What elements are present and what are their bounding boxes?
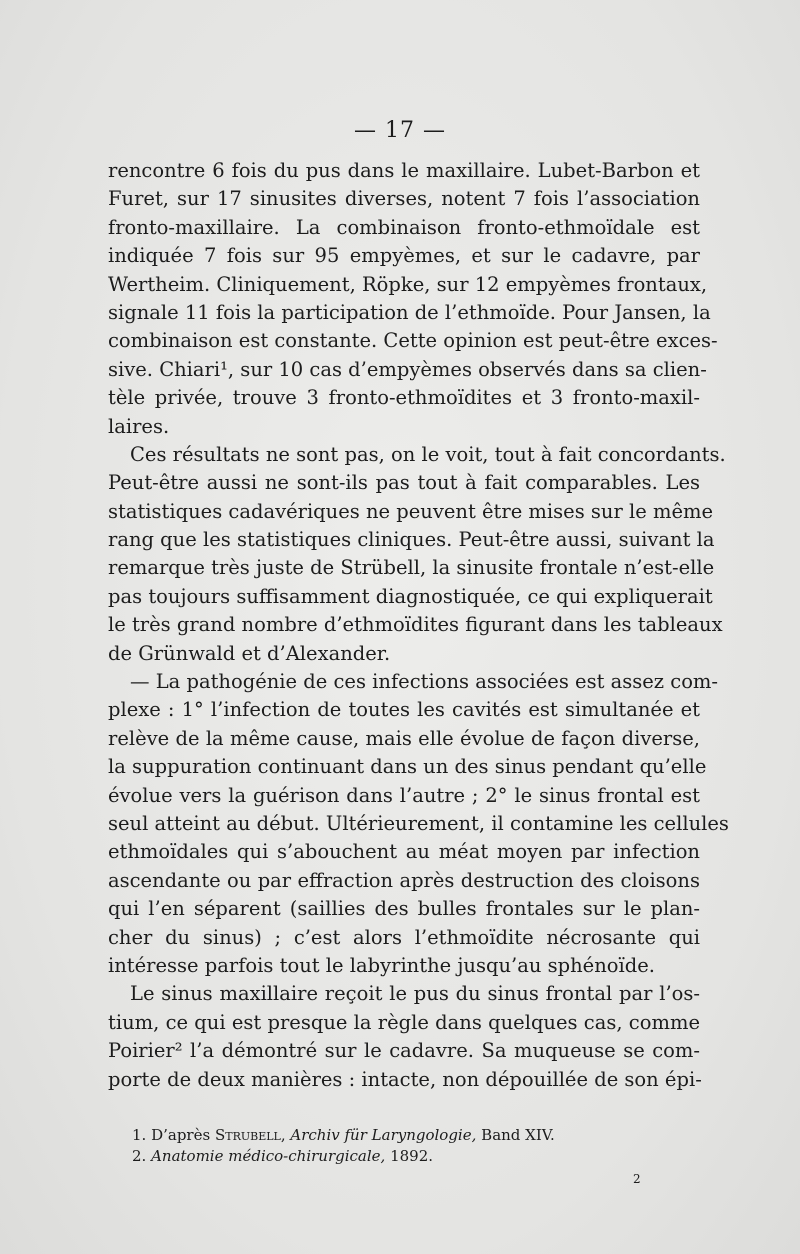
text-line: ascendante ou par effraction après destruction des cloisons [108,868,700,892]
text-line: fronto-maxillaire. La combinaison fronto-ethmoïdale est [108,215,700,239]
text-line: tèle privée, trouve 3 fronto-ethmoïdites et 3 fronto-maxil- [108,386,700,410]
text-line: tium, ce qui est presque la règle dans quelques cas, comme [108,1010,700,1034]
text-line: cher du sinus) ; c’est alors l’ethmoïdite nécrosante qui [108,925,700,949]
text-line: intéresse parfois tout le labyrinthe jusqu’au sphénoïde. [108,953,655,977]
text-line: seul atteint au début. Ultérieurement, il contamine les cellules [108,811,729,835]
text-line: statistiques cadavériques ne peuvent être mises sur le même [108,499,714,523]
text-line: Peut-être aussi ne sont-ils pas tout à fait comparables. Les [108,471,700,495]
footnote-journal: Anatomie médico-chirurgicale, [151,1147,386,1165]
text-line: Furet, sur 17 sinusites diverses, notent 7 fois l’association [108,187,700,211]
footnote-2 [132,1146,692,1167]
text-line: relève de la même cause, mais elle évolue de façon diverse, [108,726,700,750]
footnote-rest: 1892. [390,1147,434,1165]
footnote-journal: Archiv für Laryngologie, [290,1126,477,1144]
text-line: Le sinus maxillaire reçoit le pus du sinus frontal par l’os- [130,982,700,1006]
signature-mark: 2 [633,1172,641,1186]
text-line: ethmoïdales qui s’abouchent au méat moyen par infection [108,840,700,864]
body-text [108,157,729,1094]
footnote-prefix: D’après [151,1126,211,1144]
footnote-rest: Band XIV. [481,1126,555,1144]
text-line: Poirier² l’a démontré sur le cadavre. Sa muqueuse se com- [108,1039,700,1063]
text-line: Wertheim. Cliniquement, Röpke, sur 12 empyèmes frontaux, [108,272,708,296]
text-line: qui l’en séparent (saillies des bulles frontales sur le plan- [108,897,700,921]
text-line: rencontre 6 fois du pus dans le maxillaire. Lubet-Barbon et [108,159,700,182]
text-line: — La pathogénie de ces infections associées est assez com- [130,670,719,694]
footnote-author: Strubell, [214,1126,286,1144]
text-line: évolue vers la guérison dans l’autre ; 2° le sinus frontal est [108,783,700,807]
text-line: indiquée 7 fois sur 95 empyèmes, et sur le cadavre, par [108,244,700,268]
text-line: remarque très juste de Strübell, la sinusite frontale n’est-elle [108,556,715,580]
footnote-1 [132,1125,692,1146]
text-line: laires. [108,414,170,438]
text-line: Ces résultats ne sont pas, on le voit, tout à fait concordants. [130,442,726,466]
footnote-number: 2. [132,1147,147,1165]
text-line: plexe : 1° l’infection de toutes les cavités est simultanée et [108,698,700,722]
text-line: le très grand nombre d’ethmoïdites figurant dans les tableaux [108,613,723,637]
text-line: porte de deux manières : intacte, non dépouillée de son épi- [108,1067,702,1091]
text-line: signale 11 fois la participation de l’ethmoïde. Pour Jansen, la [108,300,711,324]
text-line: combinaison est constante. Cette opinion est peut-être exces- [108,329,718,353]
text-line: sive. Chiari¹, sur 10 cas d’empyèmes observés dans sa clien- [108,357,707,381]
footnotes [132,1125,692,1167]
text-line: la suppuration continuant dans un des sinus pendant qu’elle [108,755,707,779]
text-line: pas toujours suffisamment diagnostiquée, ce qui expliquerait [108,584,713,608]
text-line: rang que les statistiques cliniques. Peut-être aussi, suivant la [108,528,715,552]
footnote-number: 1. [132,1126,147,1144]
text-line: de Grünwald et d’Alexander. [108,641,391,665]
page-number: — 17 — [354,118,446,143]
